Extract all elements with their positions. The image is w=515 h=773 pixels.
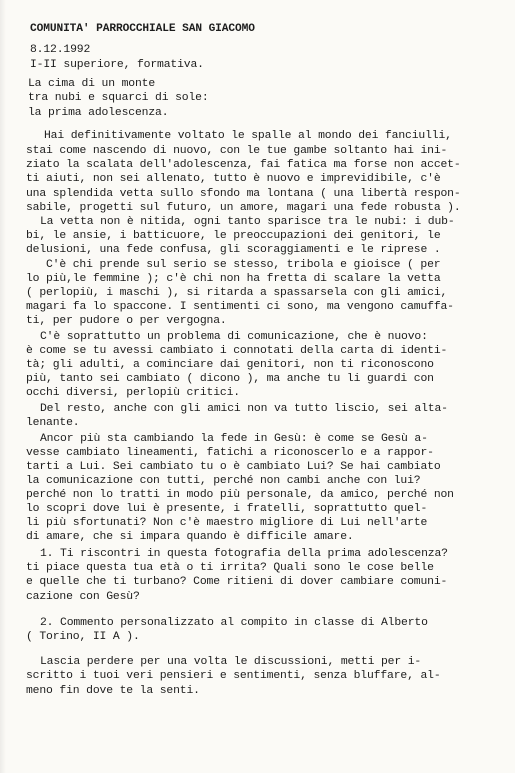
body-line: ti aiuti, non sei allenato, tutto è nuovo e imprevidibile, c'è <box>26 173 441 185</box>
body-line: La vetta non è nitida, ogni tanto sparisce tra le nubi: i dub- <box>40 216 455 228</box>
question-1-line: cazione con Gesù? <box>26 591 140 603</box>
body-line: occhi diversi, perlopiù critici. <box>26 387 240 399</box>
page-edge-shadow <box>0 0 6 773</box>
body-line: Del resto, anche con gli amici non va tutto liscio, sei alta- <box>40 403 448 415</box>
body-line: la comunicazione con tutti, perché non cambi anche con lui? <box>26 475 421 487</box>
question-1-line: 1. Ti riscontri in questa fotografia della prima adolescenza? <box>40 548 448 560</box>
body-line: li più sfortunati? Non c'è maestro migliore di Lui nell'arte <box>26 517 428 529</box>
closing-line: Lascia perdere per una volta le discussioni, metti per i- <box>40 656 422 668</box>
title-line-1: La cima di un monte <box>28 78 156 90</box>
body-line: stai come nascendo di nuovo, con le tue gambe soltanto hai ini- <box>26 145 448 157</box>
body-line: ti, per pudore o per vergogna. <box>26 315 227 327</box>
closing-line: meno fin dove te la senti. <box>26 685 200 697</box>
body-line: Ancor più sta cambiando la fede in Gesù: è come se Gesù a- <box>40 433 428 445</box>
closing-line: scritto i tuoi veri pensieri e sentimenti, senza bluffare, al- <box>26 670 441 682</box>
body-line: delusioni, una fede confusa, gli scoraggiamenti e le riprese . <box>26 244 441 256</box>
course-line: I-II superiore, formativa. <box>30 59 204 71</box>
body-line: magari fa lo spaccone. I sentimenti ci sono, ma vengono camuffa- <box>26 301 454 313</box>
body-line: una splendida vetta sullo sfondo ma lontana ( una libertà respon- <box>26 188 461 200</box>
body-line: è come se tu avessi cambiato i connotati della carta di identi- <box>26 345 448 357</box>
title-line-3: la prima adolescenza. <box>28 107 169 119</box>
body-line: tarti a Lui. Sei cambiato tu o è cambiato Lui? Se hai cambiato <box>26 461 441 473</box>
question-1-line: e quelle che ti turbano? Come ritieni di dover cambiare comuni- <box>26 576 448 588</box>
body-line: C'è chi prende sul serio se stesso, tribola e gioisce ( per <box>46 259 441 271</box>
body-line: Hai definitivamente voltato le spalle al mondo dei fanciulli, <box>44 130 452 142</box>
body-line: lo più,le femmine ); c'è chi non ha fretta di scalare la vetta <box>26 273 441 285</box>
body-line: perché non lo tratti in modo più personale, da amico, perché non <box>26 489 454 501</box>
document-date: 8.12.1992 <box>30 44 91 56</box>
body-line: più, tanto sei cambiato ( dicono ), ma anche tu li guardi con <box>26 373 434 385</box>
body-line: bi, le ansie, i batticuore, le preoccupazioni dei genitori, le <box>26 230 441 242</box>
question-2-line: ( Torino, II A ). <box>26 631 140 643</box>
body-line: C'è soprattutto un problema di comunicazione, che è nuovo: <box>40 331 428 343</box>
body-line: lenante. <box>26 417 80 429</box>
body-line: sabile, progetti sul futuro, un amore, magari una fede robusta ). <box>26 202 461 214</box>
question-2-line: 2. Commento personalizzato al compito in classe di Alberto <box>40 617 428 629</box>
title-line-2: tra nubi e squarci di sole: <box>28 92 209 104</box>
body-line: ziato la scalata dell'adolescenza, fai fatica ma forse non accet- <box>26 159 461 171</box>
parish-header: COMUNITA' PARROCCHIALE SAN GIACOMO <box>30 23 255 35</box>
body-line: tà; gli adulti, a cominciare dai genitori, non ti riconoscono <box>26 359 434 371</box>
body-line: lo scopri dove lui è presente, i fratelli, soprattutto quel- <box>26 503 428 515</box>
body-line: ( perlopiù, i maschi ), si ritarda a spassarsela con gli amici, <box>26 287 448 299</box>
question-1-line: ti piace questa tua età o ti irrita? Quali sono le cose belle <box>26 562 434 574</box>
body-line: vesse cambiato lineamenti, fatichi a riconoscerlo e a rappor- <box>26 447 434 459</box>
body-line: di amare, che si impara quando è difficile amare. <box>26 531 354 543</box>
